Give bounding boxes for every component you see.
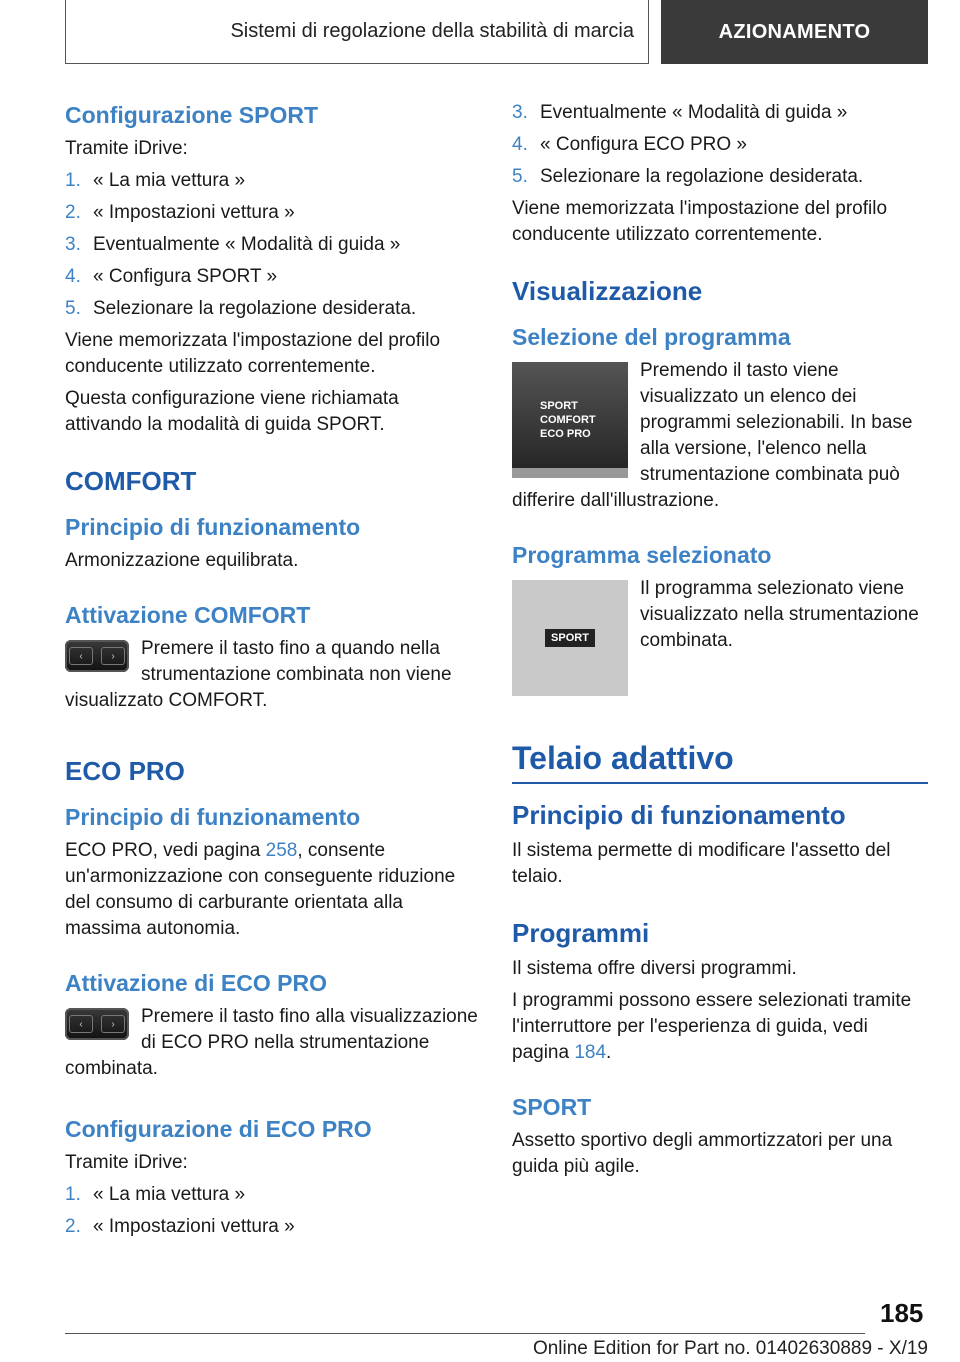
- heading-comfort: COMFORT: [65, 466, 197, 496]
- list-configurazione-sport: [65, 168, 481, 322]
- list-num: 1.: [65, 170, 81, 191]
- heading-telaio-adattivo: Telaio adattivo: [512, 738, 928, 784]
- list-num: 3.: [65, 234, 81, 255]
- list-num: 4.: [65, 266, 81, 287]
- right-column: [512, 100, 928, 1180]
- selected-program-display-image: [512, 580, 628, 696]
- display-line: COMFORT: [540, 414, 596, 426]
- heading-comfort-principio: Principio di funzionamento: [65, 514, 361, 540]
- list-configurazione-eco: [65, 1182, 481, 1240]
- list-num: 4.: [512, 134, 528, 155]
- list-item: [65, 1214, 481, 1240]
- list-num: 1.: [65, 1184, 81, 1205]
- list-num: 5.: [512, 166, 528, 187]
- list-item: [65, 168, 481, 194]
- list-text: Selezionare la regolazione desiderata.: [540, 166, 864, 187]
- heading-configurazione-eco: Configurazione di ECO PRO: [65, 1116, 372, 1142]
- heading-programma-selezionato: Programma selezionato: [512, 542, 772, 568]
- list-text: Selezionare la regolazione desiderata.: [93, 298, 417, 319]
- heading-attivazione-eco: Attivazione di ECO PRO: [65, 970, 327, 996]
- heading-programmi: Programmi: [512, 918, 650, 948]
- page-link-184[interactable]: 184: [574, 1042, 607, 1063]
- page-link-258[interactable]: 258: [265, 840, 298, 861]
- left-column: [65, 100, 481, 1246]
- text-sport: Assetto sportivo degli ammortizzatori per una guida più agile.: [512, 1130, 893, 1177]
- page-header: [65, 0, 928, 64]
- list-item: [65, 232, 481, 258]
- text-attivazione-eco: Premere il tasto fino alla visualizzazione di ECO PRO nella strumentazione combinata.: [65, 1006, 478, 1079]
- text-eco-principio: ECO PRO, vedi pagina 258, consente un'armonizzazione con conseguente riduzione del consumo di carburante orientata alla massima autonomia.: [65, 840, 456, 939]
- header-section-label: AZIONAMENTO: [661, 0, 928, 64]
- list-text: « La mia vettura »: [93, 1184, 246, 1205]
- header-chapter-title: Sistemi di regolazione della stabilità di marcia: [65, 0, 649, 64]
- text-programmi-2: I programmi possono essere selezionati tramite l'interruttore per l'esperienza di guida, vedi pagina 184.: [512, 990, 912, 1063]
- list-item: [512, 164, 928, 190]
- list-item: [65, 200, 481, 226]
- driving-switch-icon: ‹ ›: [65, 640, 129, 672]
- text-armonizzazione: Armonizzazione equilibrata.: [65, 550, 299, 571]
- list-num: 3.: [512, 102, 528, 123]
- heading-visualizzazione: Visualizzazione: [512, 276, 703, 306]
- text-selezione-programma: Premendo il tasto viene visualizzato un elenco dei programmi selezionabili. In base alla versione, l'elenco nella strumentazione combinata può differire dall'illustrazione.: [512, 360, 913, 511]
- list-num: 5.: [65, 298, 81, 319]
- list-text: « Configura SPORT »: [93, 266, 278, 287]
- footer-edition: Online Edition for Part no. 01402630889 - X/19: [532, 1338, 928, 1359]
- list-num: 2.: [65, 202, 81, 223]
- heading-selezione-programma: Selezione del programma: [512, 324, 791, 350]
- page-number: 185: [880, 1298, 924, 1328]
- program-list-display-image: [512, 362, 628, 478]
- list-configurazione-eco-cont: [512, 100, 928, 190]
- list-text: « La mia vettura »: [93, 170, 246, 191]
- list-text: Eventualmente « Modalità di guida »: [93, 234, 401, 255]
- driving-switch-image: [65, 640, 129, 672]
- text-tramite-idrive-eco: Tramite iDrive:: [65, 1152, 188, 1173]
- list-text: « Configura ECO PRO »: [540, 134, 747, 155]
- heading-eco-pro: ECO PRO: [65, 756, 185, 786]
- heading-sport: SPORT: [512, 1094, 592, 1120]
- heading-attivazione-comfort: Attivazione COMFORT: [65, 602, 311, 628]
- list-text: « Impostazioni vettura »: [93, 1216, 295, 1237]
- list-text: Eventualmente « Modalità di guida »: [540, 102, 848, 123]
- list-item: [65, 1182, 481, 1208]
- heading-telaio-principio: Principio di funzionamento: [512, 800, 846, 830]
- driving-switch-image: [65, 1008, 129, 1040]
- text-attivazione-comfort: Premere il tasto fino a quando nella strumentazione combinata non viene visualizzato COMFORT.: [65, 638, 452, 711]
- list-item: [512, 132, 928, 158]
- text-profilo-memorizzato: Viene memorizzata l'impostazione del profilo conducente utilizzato correntemente.: [65, 330, 441, 377]
- text-configurazione-richiamata: Questa configurazione viene richiamata attivando la modalità di guida SPORT.: [65, 388, 399, 435]
- list-item: [65, 264, 481, 290]
- text-programma-selezionato: Il programma selezionato viene visualizzato nella strumentazione combinata.: [640, 578, 919, 651]
- selected-program-label: SPORT: [545, 629, 595, 647]
- heading-configurazione-sport: Configurazione SPORT: [65, 102, 318, 128]
- list-item: [65, 296, 481, 322]
- display-line: ECO PRO: [540, 428, 591, 440]
- text-profilo-memorizzato-eco: Viene memorizzata l'impostazione del profilo conducente utilizzato correntemente.: [512, 198, 888, 245]
- text-tramite-idrive: Tramite iDrive:: [65, 138, 188, 159]
- list-item: [512, 100, 928, 126]
- footer-divider: [65, 1333, 865, 1334]
- heading-eco-principio: Principio di funzionamento: [65, 804, 361, 830]
- display-line: SPORT: [540, 400, 578, 412]
- text-telaio-principio: Il sistema permette di modificare l'assetto del telaio.: [512, 840, 891, 887]
- list-num: 2.: [65, 1216, 81, 1237]
- text-programmi-1: Il sistema offre diversi programmi.: [512, 958, 797, 979]
- driving-switch-icon: ‹ ›: [65, 1008, 129, 1040]
- list-text: « Impostazioni vettura »: [93, 202, 295, 223]
